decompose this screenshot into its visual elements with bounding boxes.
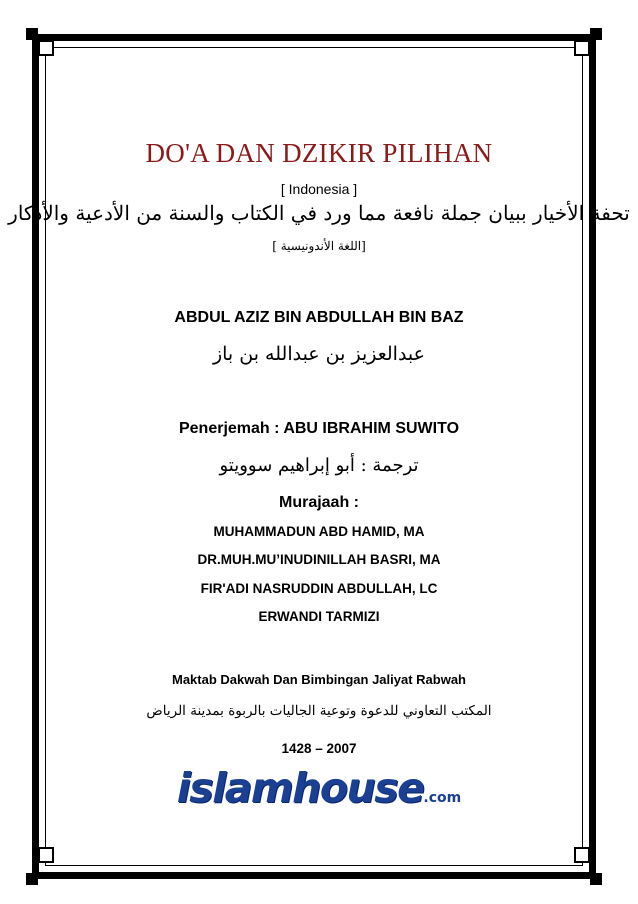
- arabic-author-name: عبدالعزيز بن عبدالله بن باز: [212, 343, 426, 365]
- arabic-publisher-name: المكتب التعاوني للدعوة وتوعية الجاليات بالربوة بمدينة الرياض: [146, 703, 492, 719]
- reviewer-name: ERWANDI TARMIZI: [258, 609, 380, 624]
- border-corner-box: [574, 847, 590, 863]
- border-corner: [590, 873, 602, 885]
- logo-wordmark: islamhouse: [176, 764, 424, 812]
- border-corner: [26, 28, 38, 40]
- border-corner-box: [574, 40, 590, 56]
- reviewer-name: FIR'ADI NASRUDDIN ABDULLAH, LC: [200, 581, 438, 596]
- arabic-title: تحفة الأخيار ببيان جملة نافعة مما ورد في الكتاب والسنة من الأدعية والأذكار: [8, 201, 630, 225]
- border-corner: [26, 873, 38, 885]
- reviewer-name: DR.MUH.MU’INUDINILLAH BASRI, MA: [197, 552, 441, 567]
- translator-name: Penerjemah : ABU IBRAHIM SUWITO: [178, 420, 460, 437]
- arabic-language-label: [اللغة الأندونيسية ]: [272, 239, 366, 253]
- border-corner-box: [38, 847, 54, 863]
- murajaah-label: Murajaah :: [278, 494, 359, 511]
- border-corner: [590, 28, 602, 40]
- reviewer-name: MUHAMMADUN ABD HAMID, MA: [213, 524, 425, 539]
- publication-year: 1428 – 2007: [281, 741, 357, 756]
- logo-suffix: .com: [423, 790, 462, 806]
- author-name: ABDUL AZIZ BIN ABDULLAH BIN BAZ: [174, 309, 464, 326]
- book-title: DO'A DAN DZIKIR PILIHAN: [145, 138, 493, 168]
- publisher-name: Maktab Dakwah Dan Bimbingan Jaliyat Rabwah: [171, 672, 467, 687]
- language-label: [ Indonesia ]: [280, 181, 358, 197]
- islamhouse-logo[interactable]: [0, 764, 638, 814]
- arabic-translator-name: ترجمة : أبو إبراهيم سوويتو: [219, 455, 419, 476]
- border-corner-box: [38, 40, 54, 56]
